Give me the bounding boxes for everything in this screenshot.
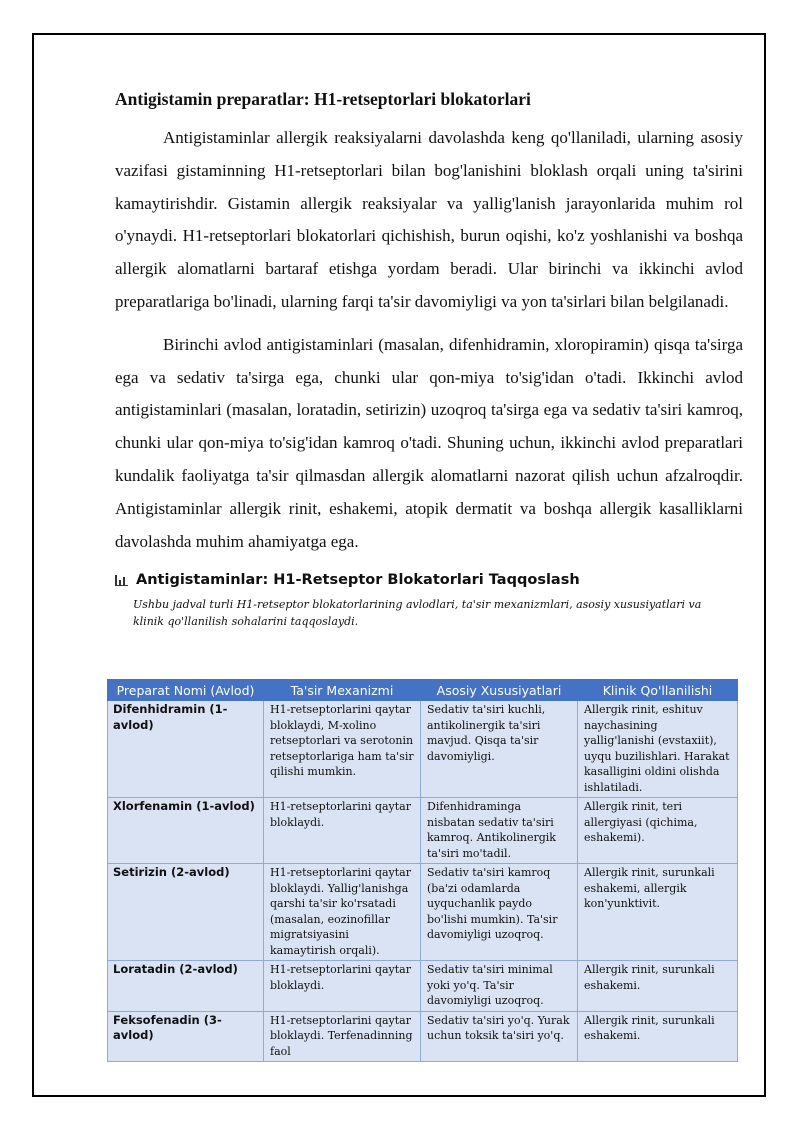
table-cell: Feksofenadin (3-avlod) — [108, 1011, 264, 1062]
document-heading: Antigistamin preparatlar: H1-retseptorlari blokatorlari — [115, 89, 531, 109]
column-header: Preparat Nomi (Avlod) — [108, 680, 264, 701]
column-header: Asosiy Xususiyatlari — [421, 680, 578, 701]
table-cell: H1-retseptorlarini qaytar bloklaydi. Terfenadinning faol — [264, 1011, 421, 1062]
table-cell: Sedativ ta'siri minimal yoki yo'q. Ta'sir davomiyligi uzoqroq. — [421, 961, 578, 1012]
table-cell: H1-retseptorlarini qaytar bloklaydi, M-xolino retseptorlari va serotonin retseptorlariga ham ta'sir qilishi mumkin. — [264, 701, 421, 798]
table-cell: H1-retseptorlarini qaytar bloklaydi. Yallig'lanishga qarshi ta'sir ko'rsatadi (masalan, eozinofillar migratsiyasini kamaytirish orqali). — [264, 864, 421, 961]
column-header: Ta'sir Mexanizmi — [264, 680, 421, 701]
paragraph-2: Birinchi avlod antigistaminlari (masalan, difenhidramin, xloropiramin) qisqa ta'sirga ega va sedativ ta'sirga ega, chunki ular qon-miya to'sig'idan o'tadi. Ikkinchi avlod antigistaminlari (masalan, loratadin, setirizin) uzoqroq ta'sirga ega va sedativ ta'siri kamroq, chunki ular qon-miya to'sig'idan kamroq o'tadi. Shuning uchun, ikkinchi avlod preparatlari kundalik faoliyatga ta'sir qilmasdan allergik alomatlarni nazorat qilish uchun afzalroqdir. Antigistaminlar allergik rinit, eshakemi, atopik dermatit va boshqa allergik kasalliklarni davolashda muhim ahamiyatga ega. — [115, 334, 743, 551]
table-cell: H1-retseptorlarini qaytar bloklaydi. — [264, 798, 421, 864]
table-row — [108, 1011, 738, 1062]
table-row — [108, 961, 738, 1012]
table-cell: Loratadin (2-avlod) — [108, 961, 264, 1012]
table-title: Antigistaminlar: H1-Retseptor Blokatorlari Taqqoslash — [136, 572, 580, 589]
table-cell: Allergik rinit, teri allergiyasi (qichima, eshakemi). — [578, 798, 738, 864]
table-cell: Sedativ ta'siri yo'q. Yurak uchun toksik ta'siri yo'q. — [421, 1011, 578, 1062]
table-row — [108, 798, 738, 864]
table-row — [108, 701, 738, 798]
table-title-row — [115, 570, 743, 590]
table-cell: Xlorfenamin (1-avlod) — [108, 798, 264, 864]
table-header-row — [108, 680, 738, 701]
table-cell: Sedativ ta'siri kuchli, antikolinergik ta'siri mavjud. Qisqa ta'sir davomiyligi. — [421, 701, 578, 798]
table-cell: Difenhidraminga nisbatan sedativ ta'siri kamroq. Antikolinergik ta'siri mo'tadil. — [421, 798, 578, 864]
table-cell: Allergik rinit, surunkali eshakemi, allergik kon'yunktivit. — [578, 864, 738, 961]
column-header: Klinik Qo'llanilishi — [578, 680, 738, 701]
bar-chart-icon — [115, 575, 128, 586]
comparison-table — [107, 679, 738, 1062]
paragraph-1: Antigistaminlar allergik reaksiyalarni davolashda keng qo'llaniladi, ularning asosiy vazifasi gistaminning H1-retseptorlari bilan bog'lanishini bloklash orqali uning ta'sirini kamaytirishdir. Gistamin allergik reaksiyalar va yallig'lanish jarayonlarida muhim rol o'ynaydi. H1-retseptorlari blokatorlari qichishish, burun oqishi, ko'z yoshlanishi va boshqa allergik alomatlarni bartaraf etishga yordam beradi. Ular birinchi va ikkinchi avlod preparatlariga bo'linadi, ularning farqi ta'sir davomiyligi va yon ta'sirlari bilan belgilanadi. — [115, 128, 743, 311]
table-cell: Allergik rinit, eshituv naychasining yallig'lanishi (evstaxiit), uyqu buzilishlari. Harakat kasalligini oldini olishda ishlatiladi. — [578, 701, 738, 798]
document-body — [115, 88, 743, 636]
table-cell: Allergik rinit, surunkali eshakemi. — [578, 1011, 738, 1062]
table-cell: H1-retseptorlarini qaytar bloklaydi. — [264, 961, 421, 1012]
table-cell: Sedativ ta'siri kamroq (ba'zi odamlarda uyquchanlik paydo bo'lishi mumkin). Ta'sir davomiyligi uzoqroq. — [421, 864, 578, 961]
table-cell: Setirizin (2-avlod) — [108, 864, 264, 961]
table-cell: Difenhidramin (1-avlod) — [108, 701, 264, 798]
table-row — [108, 864, 738, 961]
table-caption: Ushbu jadval turli H1-retseptor blokatorlarining avlodlari, ta'sir mexanizmlari, asosiy xususiyatlari va klinik qo'llanilish sohalarini taqqoslaydi. — [133, 598, 702, 629]
table-cell: Allergik rinit, surunkali eshakemi. — [578, 961, 738, 1012]
